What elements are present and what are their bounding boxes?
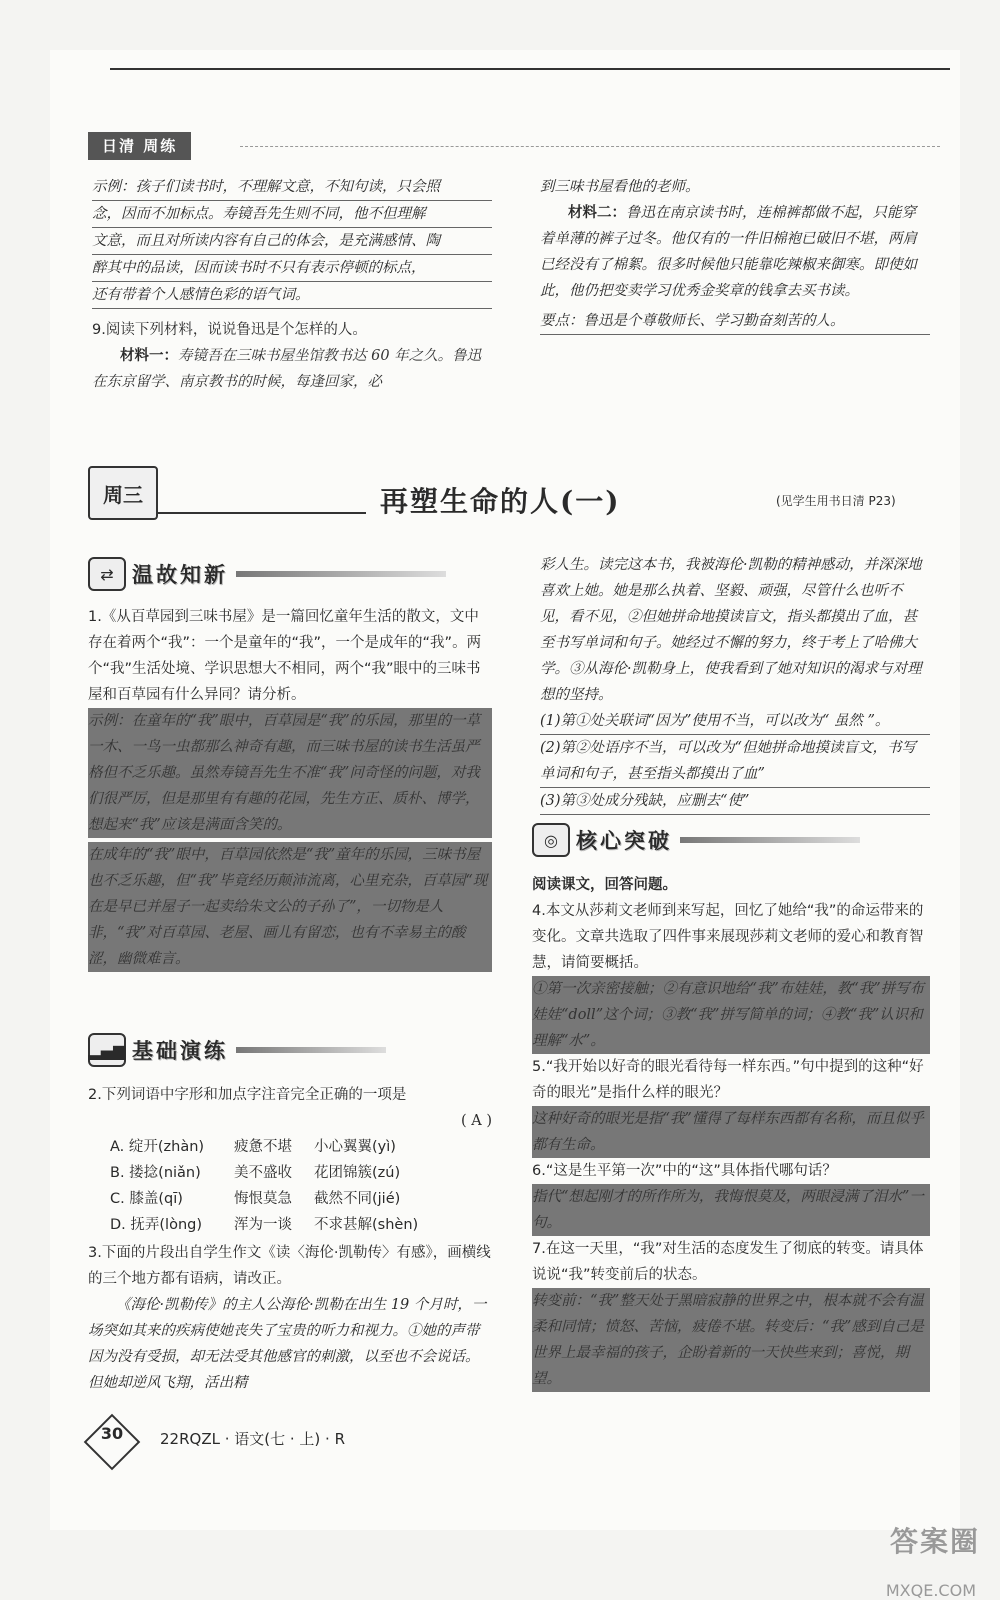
question-4: 4.本文从莎莉文老师到来写起，回忆了她给“我”的命运带来的变化。文章共选取了四件事来展现莎莉文老师的爱心和教育智慧，请简要概括。 bbox=[532, 903, 924, 971]
question-6-answer: 指代“想起刚才的所作所为，我悔恨莫及，两眼浸满了泪水”一句。 bbox=[532, 1184, 930, 1236]
section-review-title: 温故知新 bbox=[132, 563, 228, 587]
bar-chart-icon: ▂▄▆ bbox=[88, 1033, 126, 1067]
day-rule bbox=[156, 512, 366, 514]
section-basics-title: 基础演练 bbox=[132, 1039, 228, 1063]
question-5-answer: 这种好奇的眼光是指“我”懂得了每样东西都有名称，而且似乎都有生命。 bbox=[532, 1106, 930, 1158]
fix-2: (2)第②处语序不当，可以改为“但她拼命地摸读盲文，书写单词和句子，甚至指头都摸出了血” bbox=[540, 735, 930, 788]
material-one bbox=[92, 343, 492, 395]
option-word: 小心翼翼(yì) bbox=[314, 1139, 396, 1155]
material-one-label: 材料一： bbox=[120, 348, 178, 364]
section-core bbox=[532, 822, 860, 858]
watermark-logo: 答案圈 bbox=[889, 1525, 980, 1558]
option-word: 花团锦簇(zú) bbox=[314, 1165, 401, 1181]
target-icon: ◎ bbox=[532, 823, 570, 857]
question-4-answer: ①第一次亲密接触；②有意识地给“我”布娃娃，教“我”拼写布娃娃“doll”这个词；③教“我”拼写简单的词；④教“我”认识和理解“水”。 bbox=[532, 976, 930, 1054]
material-two-text: 鲁迅在南京读书时，连棉裤都做不起，只能穿着单薄的裤子过冬。他仅有的一件旧棉袍已破旧不堪，两肩已经没有了棉絮。很多时候他只能靠吃辣椒来御寒。即使如此，他仍把变卖学习优秀金奖章的钱拿去买书读。 bbox=[540, 205, 917, 299]
option-word: A. 绽开(zhàn) bbox=[110, 1139, 205, 1155]
fix-1: (1)第①处关联词“因为”使用不当，可以改为“ 虽然 ”。 bbox=[540, 708, 930, 735]
top-left-column bbox=[92, 174, 492, 395]
option-row bbox=[110, 1212, 492, 1238]
fix-3: (3)第③处成分残缺，应删去“使” bbox=[540, 788, 930, 815]
footer-code: 22RQZL · 语文(七 · 上) · R bbox=[160, 1430, 345, 1448]
question-2-options bbox=[110, 1134, 492, 1238]
material-two bbox=[540, 200, 930, 304]
option-word: 不求甚解(shèn) bbox=[314, 1217, 419, 1233]
question-3: 3.下面的片段出自学生作文《读〈海伦·凯勒传〉有感》，画横线的三个地方都有语病，请改正。 bbox=[88, 1245, 491, 1287]
section-rule bbox=[236, 1047, 386, 1053]
answer-line: 念，因而不加标点。寿镜吾先生则不同，他不但理解 bbox=[92, 201, 492, 228]
question-1: 1.《从百草园到三味书屋》是一篇回忆童年生活的散文，文中存在着两个“我”：一个是童年的“我”，一个是成年的“我”。两个“我”生活处境、学识思想大不相同，两个“我”眼中的三味书屋和百草园有什么异同？请分析。 bbox=[88, 609, 482, 703]
material-one-text: 寿镜吾在三味书屋坐馆教书达 60 年之久。鲁迅在东京留学、南京教书的时候，每逢回家，必 bbox=[92, 348, 482, 390]
section-rule bbox=[680, 837, 860, 843]
option-word: 美不盛收 bbox=[234, 1165, 292, 1181]
watermark-url: MXQE.COM bbox=[885, 1581, 976, 1600]
question-2-answer: ( A ) bbox=[460, 1113, 492, 1129]
key-point: 要点：鲁迅是个尊敬师长、学习勤奋刻苦的人。 bbox=[540, 308, 930, 335]
option-word: B. 搂捻(niǎn) bbox=[110, 1165, 201, 1181]
question-9: 9.阅读下列材料，说说鲁迅是个怎样的人。 bbox=[92, 322, 367, 338]
right-column bbox=[540, 552, 930, 815]
lesson-reference: (见学生用书日清 P23) bbox=[776, 494, 896, 508]
material-two-label: 材料二： bbox=[568, 205, 626, 221]
option-row bbox=[110, 1160, 492, 1186]
day-label: 周三 bbox=[88, 466, 158, 520]
section-basics bbox=[88, 1032, 386, 1068]
question-1-answer-2: 在成年的“我”眼中，百草园依然是“我”童年的乐园，三味书屋也不乏乐趣，但“我”毕竟经历颠沛流离，心里充杂，百草园“现在是早已并屋子一起卖给朱文公的子孙了”，一切物是人非，“我”对百草园、老屋、画儿有留恋，也有不幸易主的酸涩，幽微难言。 bbox=[88, 842, 492, 972]
section-review bbox=[88, 556, 446, 592]
lesson-title: 再塑生命的人(一) bbox=[380, 485, 621, 518]
option-row bbox=[110, 1134, 492, 1160]
answer-line: 还有带着个人感情色彩的语气词。 bbox=[92, 282, 492, 309]
option-word: D. 抚弄(lòng) bbox=[110, 1217, 202, 1233]
question-3-passage: 《海伦·凯勒传》的主人公海伦·凯勒在出生 19 个月时，一场突如其来的疾病使她丧失了宝贵的听力和视力。①她的声带因为没有受损，却无法受其他感官的刺激，以至也不会说话。但她却逆风飞翔，活出精 bbox=[88, 1297, 487, 1391]
option-word: 悔恨莫急 bbox=[234, 1191, 292, 1207]
question-7: 7.在这一天里，“我”对生活的态度发生了彻底的转变。请具体说说“我”转变前后的状态。 bbox=[532, 1241, 924, 1283]
question-7-answer: 转变前：“我”整天处于黑暗寂静的世界之中，根本就不会有温柔和同情；愤怒、苦恼，疲倦不堪。转变后：“我”感到自己是世界上最幸福的孩子，企盼着新的一天快些来到；喜悦，期望。 bbox=[532, 1288, 930, 1392]
option-word: 疲惫不堪 bbox=[234, 1139, 292, 1155]
question-2: 2.下列词语中字形和加点字注音完全正确的一项是 bbox=[88, 1087, 407, 1103]
arrows-icon: ⇄ bbox=[88, 557, 126, 591]
header-dashed-rule bbox=[240, 146, 940, 147]
material-one-cont: 到三味书屋看他的老师。 bbox=[540, 179, 700, 195]
page-number: 30 bbox=[100, 1424, 124, 1443]
left-column-basics bbox=[88, 1082, 492, 1396]
question-1-answer-1: 示例：在童年的“我”眼中，百草园是“我”的乐园，那里的一草一木、一鸟一虫都那么神奇有趣，而三味书屋的读书生活虽严格但不乏乐趣。虽然寿镜吾先生不准“我”问奇怪的问题，对我们很严厉，但是那里有有趣的花园，先生方正、质朴、博学，想起来“我”应该是满面含笑的。 bbox=[88, 708, 492, 838]
answer-line: 醉其中的品读，因而读书时不只有表示停顿的标点， bbox=[92, 255, 492, 282]
top-rule bbox=[110, 68, 950, 70]
read-prompt: 阅读课文，回答问题。 bbox=[532, 877, 677, 893]
question-5: 5.“我开始以好奇的眼光看待每一样东西。”句中提到的这种“好奇的眼光”是指什么样的眼光？ bbox=[532, 1059, 924, 1101]
option-word: 浑为一谈 bbox=[234, 1217, 292, 1233]
question-6: 6.“这是生平第一次”中的“这”具体指代哪句话？ bbox=[532, 1163, 837, 1179]
answer-line: 文意，而且对所读内容有自己的体会，是充满感情、陶 bbox=[92, 228, 492, 255]
section-rule bbox=[236, 571, 446, 577]
answer-line: 示例：孩子们读书时，不理解文意，不知句读，只会照 bbox=[92, 174, 492, 201]
left-column bbox=[88, 604, 492, 972]
section-core-title: 核心突破 bbox=[576, 829, 672, 853]
right-column-core bbox=[532, 872, 930, 1392]
header-badge: 日清 周练 bbox=[88, 132, 191, 160]
option-word: C. 膝盖(qī) bbox=[110, 1191, 183, 1207]
passage-continuation: 彩人生。读完这本书，我被海伦·凯勒的精神感动，并深深地喜欢上她。她是那么执着、坚毅、顽强，尽管什么也听不见，看不见，②但她拼命地摸读盲文，指头都摸出了血，甚至书写单词和句子。她经过不懈的努力，终于考上了哈佛大学。③从海伦·凯勒身上，使我看到了她对知识的渴求与对理想的坚持。 bbox=[540, 557, 922, 703]
top-right-column bbox=[540, 174, 930, 335]
option-word: 截然不同(jié) bbox=[314, 1191, 401, 1207]
option-row bbox=[110, 1186, 492, 1212]
